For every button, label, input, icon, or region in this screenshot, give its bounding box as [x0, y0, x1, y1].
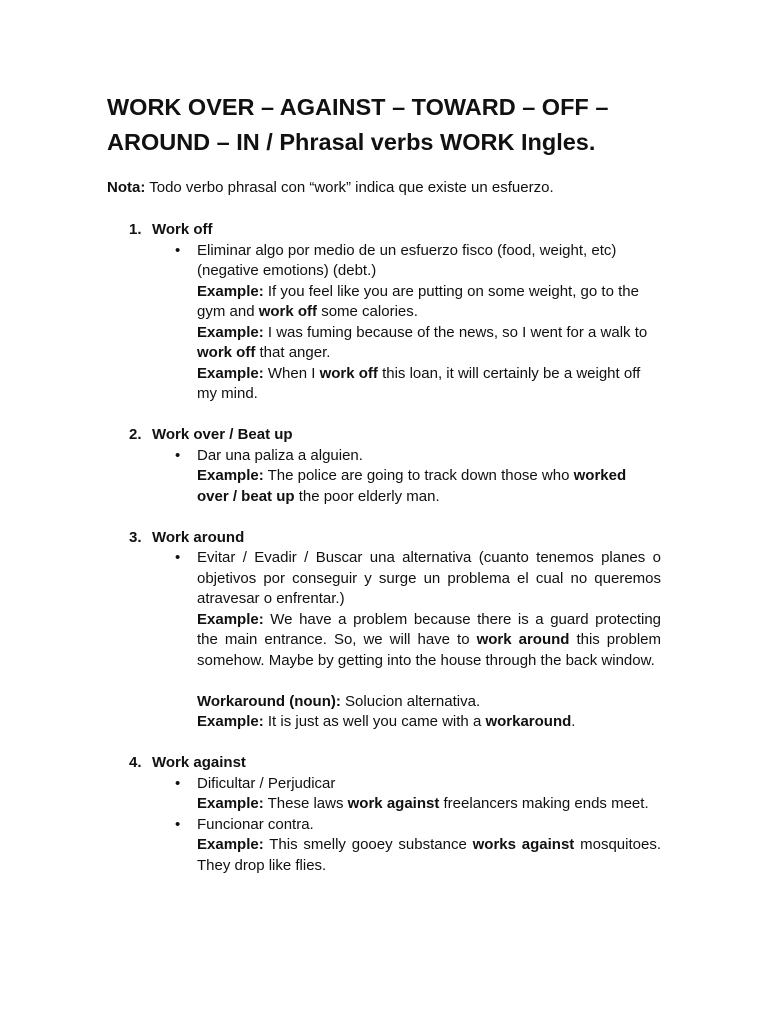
- bullet-dot-icon: •: [175, 446, 181, 464]
- document-title: WORK OVER – AGAINST – TOWARD – OFF – AROUND – IN / Phrasal verbs WORK Ingles.: [107, 94, 609, 155]
- phrasal-verb-list: [107, 220, 661, 876]
- example-line: [197, 610, 661, 672]
- item-number: 2.: [129, 426, 142, 443]
- example-text: freelancers making ends meet.: [439, 795, 649, 812]
- bullet-dot-icon: •: [175, 815, 181, 833]
- example-text: When I: [263, 364, 320, 382]
- example-text: that anger.: [255, 344, 331, 361]
- item-number: 3.: [129, 528, 142, 546]
- example-text: These laws: [263, 795, 348, 812]
- example-label: Example:: [197, 364, 264, 382]
- example-phrase: worked over / beat up: [197, 467, 627, 505]
- noun-text: Solucion alternativa.: [340, 692, 481, 710]
- example-phrase: work against: [347, 795, 440, 812]
- nota-label: Nota:: [107, 179, 146, 196]
- bullet-entry: [107, 548, 661, 733]
- example-line: [197, 323, 661, 364]
- example-text: this loan, it will certainly be a weight off my mind.: [197, 364, 641, 402]
- spacer: [107, 507, 661, 528]
- item-heading: [107, 220, 661, 241]
- example-text: I was fuming because of the news, so I went for a walk to: [263, 323, 648, 341]
- bullet-dot-icon: •: [175, 549, 181, 566]
- item-title: Work around: [152, 528, 245, 546]
- example-phrase: workaround: [485, 713, 572, 730]
- example-text: the poor elderly man.: [294, 487, 440, 505]
- bullet-entry: [107, 241, 661, 405]
- example-phrase: work around: [476, 631, 570, 648]
- bullet-entry: [107, 815, 661, 877]
- example-text: If you feel like you are putting on some weight, go to the gym and: [197, 282, 639, 320]
- list-item-work-around: [107, 528, 661, 733]
- example-label: Example:: [197, 836, 264, 853]
- noun-label: Workaround (noun):: [197, 692, 341, 710]
- example-line: [197, 364, 661, 405]
- bullet-entry: [107, 446, 661, 508]
- bullet-dot-icon: •: [175, 774, 181, 792]
- spacer: [107, 405, 661, 426]
- example-label: Example:: [197, 467, 264, 484]
- bullet-entry: [107, 774, 661, 815]
- example-label: Example:: [197, 282, 264, 300]
- definition-text: Dar una paliza a alguien.: [197, 446, 363, 464]
- example-line: [197, 282, 661, 323]
- bullet-dot-icon: •: [175, 241, 181, 259]
- definition-text: Funcionar contra.: [197, 815, 314, 833]
- item-title: Work over / Beat up: [152, 426, 293, 443]
- example-text: .: [571, 713, 576, 730]
- item-title: Work off: [152, 221, 213, 238]
- spacer: [107, 733, 661, 754]
- item-title: Work against: [152, 754, 246, 771]
- example-phrase: works against: [472, 836, 575, 853]
- example-phrase: work off: [258, 303, 318, 320]
- nota-text: Todo verbo phrasal con “work” indica que existe un esfuerzo.: [145, 179, 554, 196]
- example-line: [197, 835, 661, 876]
- noun-definition: [197, 692, 661, 713]
- spacer: [197, 671, 661, 692]
- nota-paragraph: [107, 178, 554, 199]
- example-line: [197, 794, 661, 815]
- example-text: The police are going to track down those who: [263, 467, 574, 484]
- definition-text: Dificultar / Perjudicar: [197, 774, 336, 792]
- list-item-work-off: [107, 220, 661, 405]
- example-phrase: work off: [197, 344, 256, 361]
- example-text: mosquitoes. They drop like flies.: [197, 836, 661, 874]
- example-text: this problem somehow. Maybe by getting into the house through the back window.: [197, 631, 661, 669]
- example-text: some calories.: [317, 303, 418, 320]
- example-label: Example:: [197, 795, 264, 812]
- example-label: Example:: [197, 610, 264, 628]
- item-heading: [107, 753, 661, 774]
- item-heading: [107, 425, 661, 446]
- list-item-work-against: [107, 753, 661, 876]
- item-number: 4.: [129, 754, 142, 771]
- list-item-work-over: [107, 425, 661, 507]
- definition-text: Evitar / Evadir / Buscar una alternativa (cuanto tenemos planes o objetivos por conseguir y surge un problema el cual no queremos atravesar o enfrentar.): [197, 549, 661, 607]
- definition-text: Eliminar algo por medio de un esfuerzo fisco (food, weight, etc) (negative emotions) (debt.): [197, 241, 617, 279]
- example-label: Example:: [197, 323, 264, 341]
- example-phrase: work off: [319, 364, 378, 382]
- example-text: It is just as well you came with a: [263, 713, 486, 730]
- example-text: This smelly gooey substance: [263, 836, 473, 853]
- example-text: We have a problem because there is a guard protecting the main entrance. So, we will have to: [197, 610, 661, 648]
- example-label: Example:: [197, 713, 264, 730]
- example-line: [197, 712, 661, 733]
- item-number: 1.: [129, 221, 142, 238]
- example-line: [197, 466, 661, 507]
- item-heading: [107, 528, 661, 549]
